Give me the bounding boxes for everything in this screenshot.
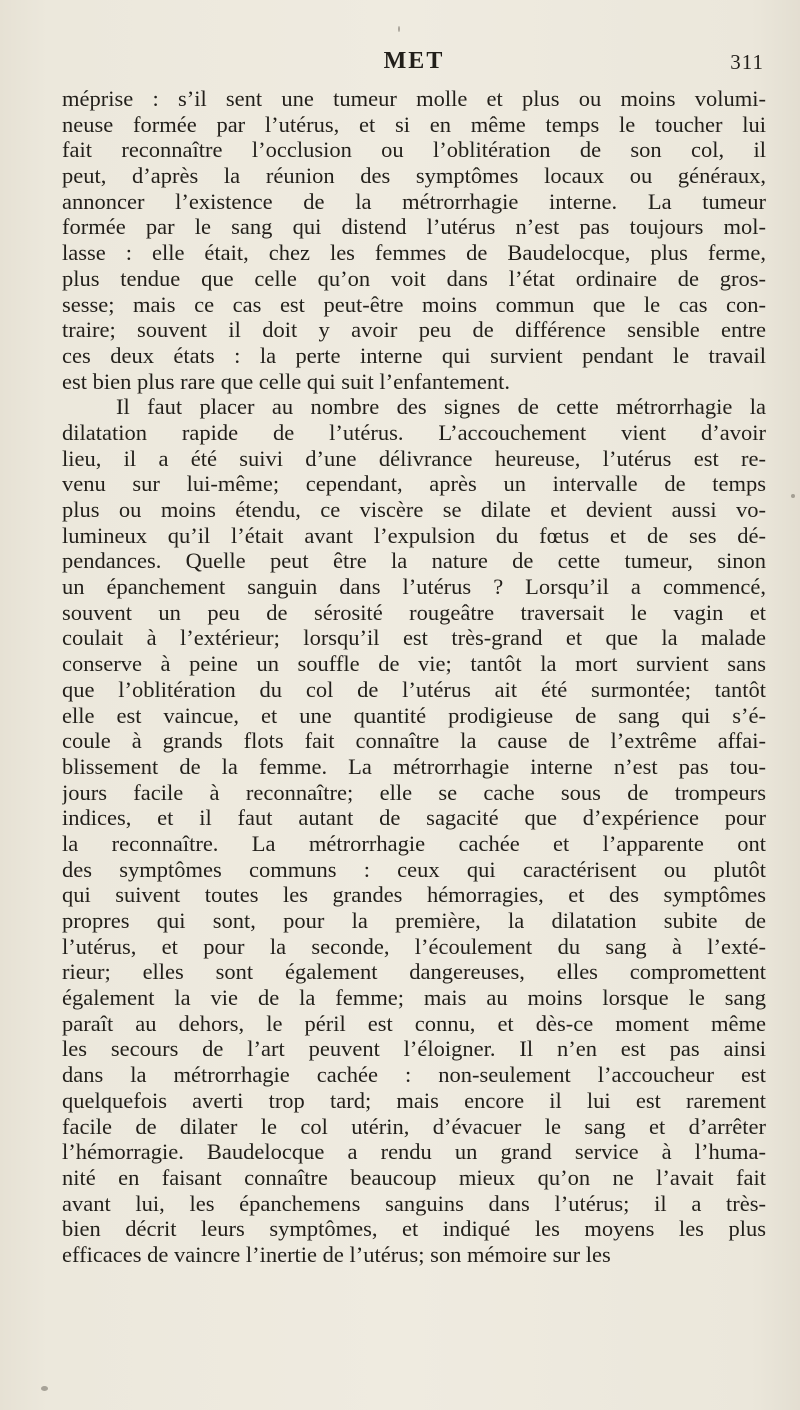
text-line: fait reconnaître l’occlusion ou l’oblitération de son col, il bbox=[62, 137, 766, 163]
text-line: indices, et il faut autant de sagacité que d’expérience pour bbox=[62, 805, 766, 831]
text-line: nité en faisant connaître beaucoup mieux qu’on ne l’avait fait bbox=[62, 1164, 766, 1190]
text-line: dans la métrorrhagie cachée : non-seulement l’accoucheur est bbox=[62, 1062, 766, 1088]
text-line: plus tendue que celle qu’on voit dans l’état ordinaire de gros- bbox=[62, 265, 766, 291]
paper-speck bbox=[41, 1386, 48, 1391]
text-line: blissement de la femme. La métrorrhagie interne n’est pas tou- bbox=[62, 753, 766, 779]
text-line: elle est vaincue, et une quantité prodigieuse de sang qui s’é- bbox=[62, 702, 766, 728]
text-line: paraît au dehors, le péril est connu, et dès-ce moment même bbox=[62, 1010, 766, 1036]
text-line: venu sur lui-même; cependant, après un intervalle de temps bbox=[62, 471, 766, 497]
text-line: jours facile à reconnaître; elle se cache sous de trompeurs bbox=[62, 779, 766, 805]
text-line: formée par le sang qui distend l’utérus n’est pas toujours mol- bbox=[62, 214, 766, 240]
text-line: plus ou moins étendu, ce viscère se dilate et devient aussi vo- bbox=[62, 497, 766, 522]
text-line: souvent un peu de sérosité rougeâtre traversait le vagin et bbox=[62, 599, 766, 625]
text-line: quelquefois averti trop tard; mais encore il lui est rarement bbox=[62, 1087, 766, 1113]
text-line: dilatation rapide de l’utérus. L’accouchement vient d’avoir bbox=[62, 419, 766, 445]
text-line: lasse : elle était, chez les femmes de Baudelocque, plus ferme, bbox=[62, 240, 766, 266]
text-line: la reconnaître. La métrorrhagie cachée et l’apparente ont bbox=[62, 830, 766, 856]
paper-speck bbox=[398, 26, 400, 32]
text-line: un épanchement sanguin dans l’utérus ? Lorsqu’il a commencé, bbox=[62, 574, 766, 600]
paragraph bbox=[62, 86, 766, 394]
text-line: neuse formée par l’utérus, et si en même temps le toucher lui bbox=[62, 111, 766, 137]
text-line: bien décrit leurs symptômes, et indiqué les moyens les plus bbox=[62, 1216, 766, 1242]
text-line: rieur; elles sont également dangereuses, elles compromettent bbox=[62, 959, 766, 985]
text-line: propres qui sont, pour la première, la dilatation subite de bbox=[62, 908, 766, 933]
text-line: les secours de l’art peuvent l’éloigner. Il n’en est pas ainsi bbox=[62, 1036, 766, 1062]
text-line: annoncer l’existence de la métrorrhagie interne. La tumeur bbox=[62, 188, 766, 214]
text-line: l’utérus, et pour la seconde, l’écoulement du sang à l’exté- bbox=[62, 933, 766, 959]
text-line: lumineux qu’il l’était avant l’expulsion du fœtus et de ses dé- bbox=[62, 522, 766, 548]
text-line: efficaces de vaincre l’inertie de l’utérus; son mémoire sur les bbox=[62, 1241, 611, 1267]
text-line: facile de dilater le col utérin, d’évacuer le sang et d’arrêter bbox=[62, 1113, 766, 1139]
text-line: est bien plus rare que celle qui suit l’enfantement. bbox=[62, 368, 510, 394]
text-line: Il faut placer au nombre des signes de cette métrorrhagie la bbox=[116, 394, 766, 420]
text-line: ces deux états : la perte interne qui survient pendant le travail bbox=[62, 342, 766, 368]
text-line: que l’oblitération du col de l’utérus ait été surmontée; tantôt bbox=[62, 676, 766, 702]
running-head bbox=[64, 48, 764, 78]
text-line: peut, d’après la réunion des symptômes locaux ou généraux, bbox=[62, 163, 766, 189]
text-line: qui suivent toutes les grandes hémorragies, et des symptômes bbox=[62, 882, 766, 908]
text-line: avant lui, les épanchemens sanguins dans l’utérus; il a très- bbox=[62, 1190, 766, 1216]
text-line: conserve à peine un souffle de vie; tantôt la mort survient sans bbox=[62, 651, 766, 677]
text-line: l’hémorragie. Baudelocque a rendu un grand service à l’huma- bbox=[62, 1139, 766, 1165]
text-line: sesse; mais ce cas est peut-être moins commun que le cas con- bbox=[62, 291, 766, 317]
running-head-title: MET bbox=[383, 48, 445, 74]
text-line: également la vie de la femme; mais au moins lorsque le sang bbox=[62, 985, 766, 1011]
text-line: des symptômes communs : ceux qui caractérisent ou plutôt bbox=[62, 856, 766, 882]
text-line: méprise : s’il sent une tumeur molle et plus ou moins volumi- bbox=[62, 86, 766, 111]
paragraph bbox=[62, 394, 766, 1267]
page-number: 311 bbox=[730, 50, 764, 74]
text-line: coulait à l’extérieur; lorsqu’il est très-grand et que la malade bbox=[62, 625, 766, 651]
body-text bbox=[62, 86, 766, 1268]
text-line: traire; souvent il doit y avoir peu de différence sensible entre bbox=[62, 317, 766, 343]
text-line: coule à grands flots fait connaître la cause de l’extrême affai- bbox=[62, 728, 766, 754]
text-line: lieu, il a été suivi d’une délivrance heureuse, l’utérus est re- bbox=[62, 445, 766, 471]
paper-speck bbox=[791, 494, 795, 498]
text-line: pendances. Quelle peut être la nature de cette tumeur, sinon bbox=[62, 548, 766, 574]
